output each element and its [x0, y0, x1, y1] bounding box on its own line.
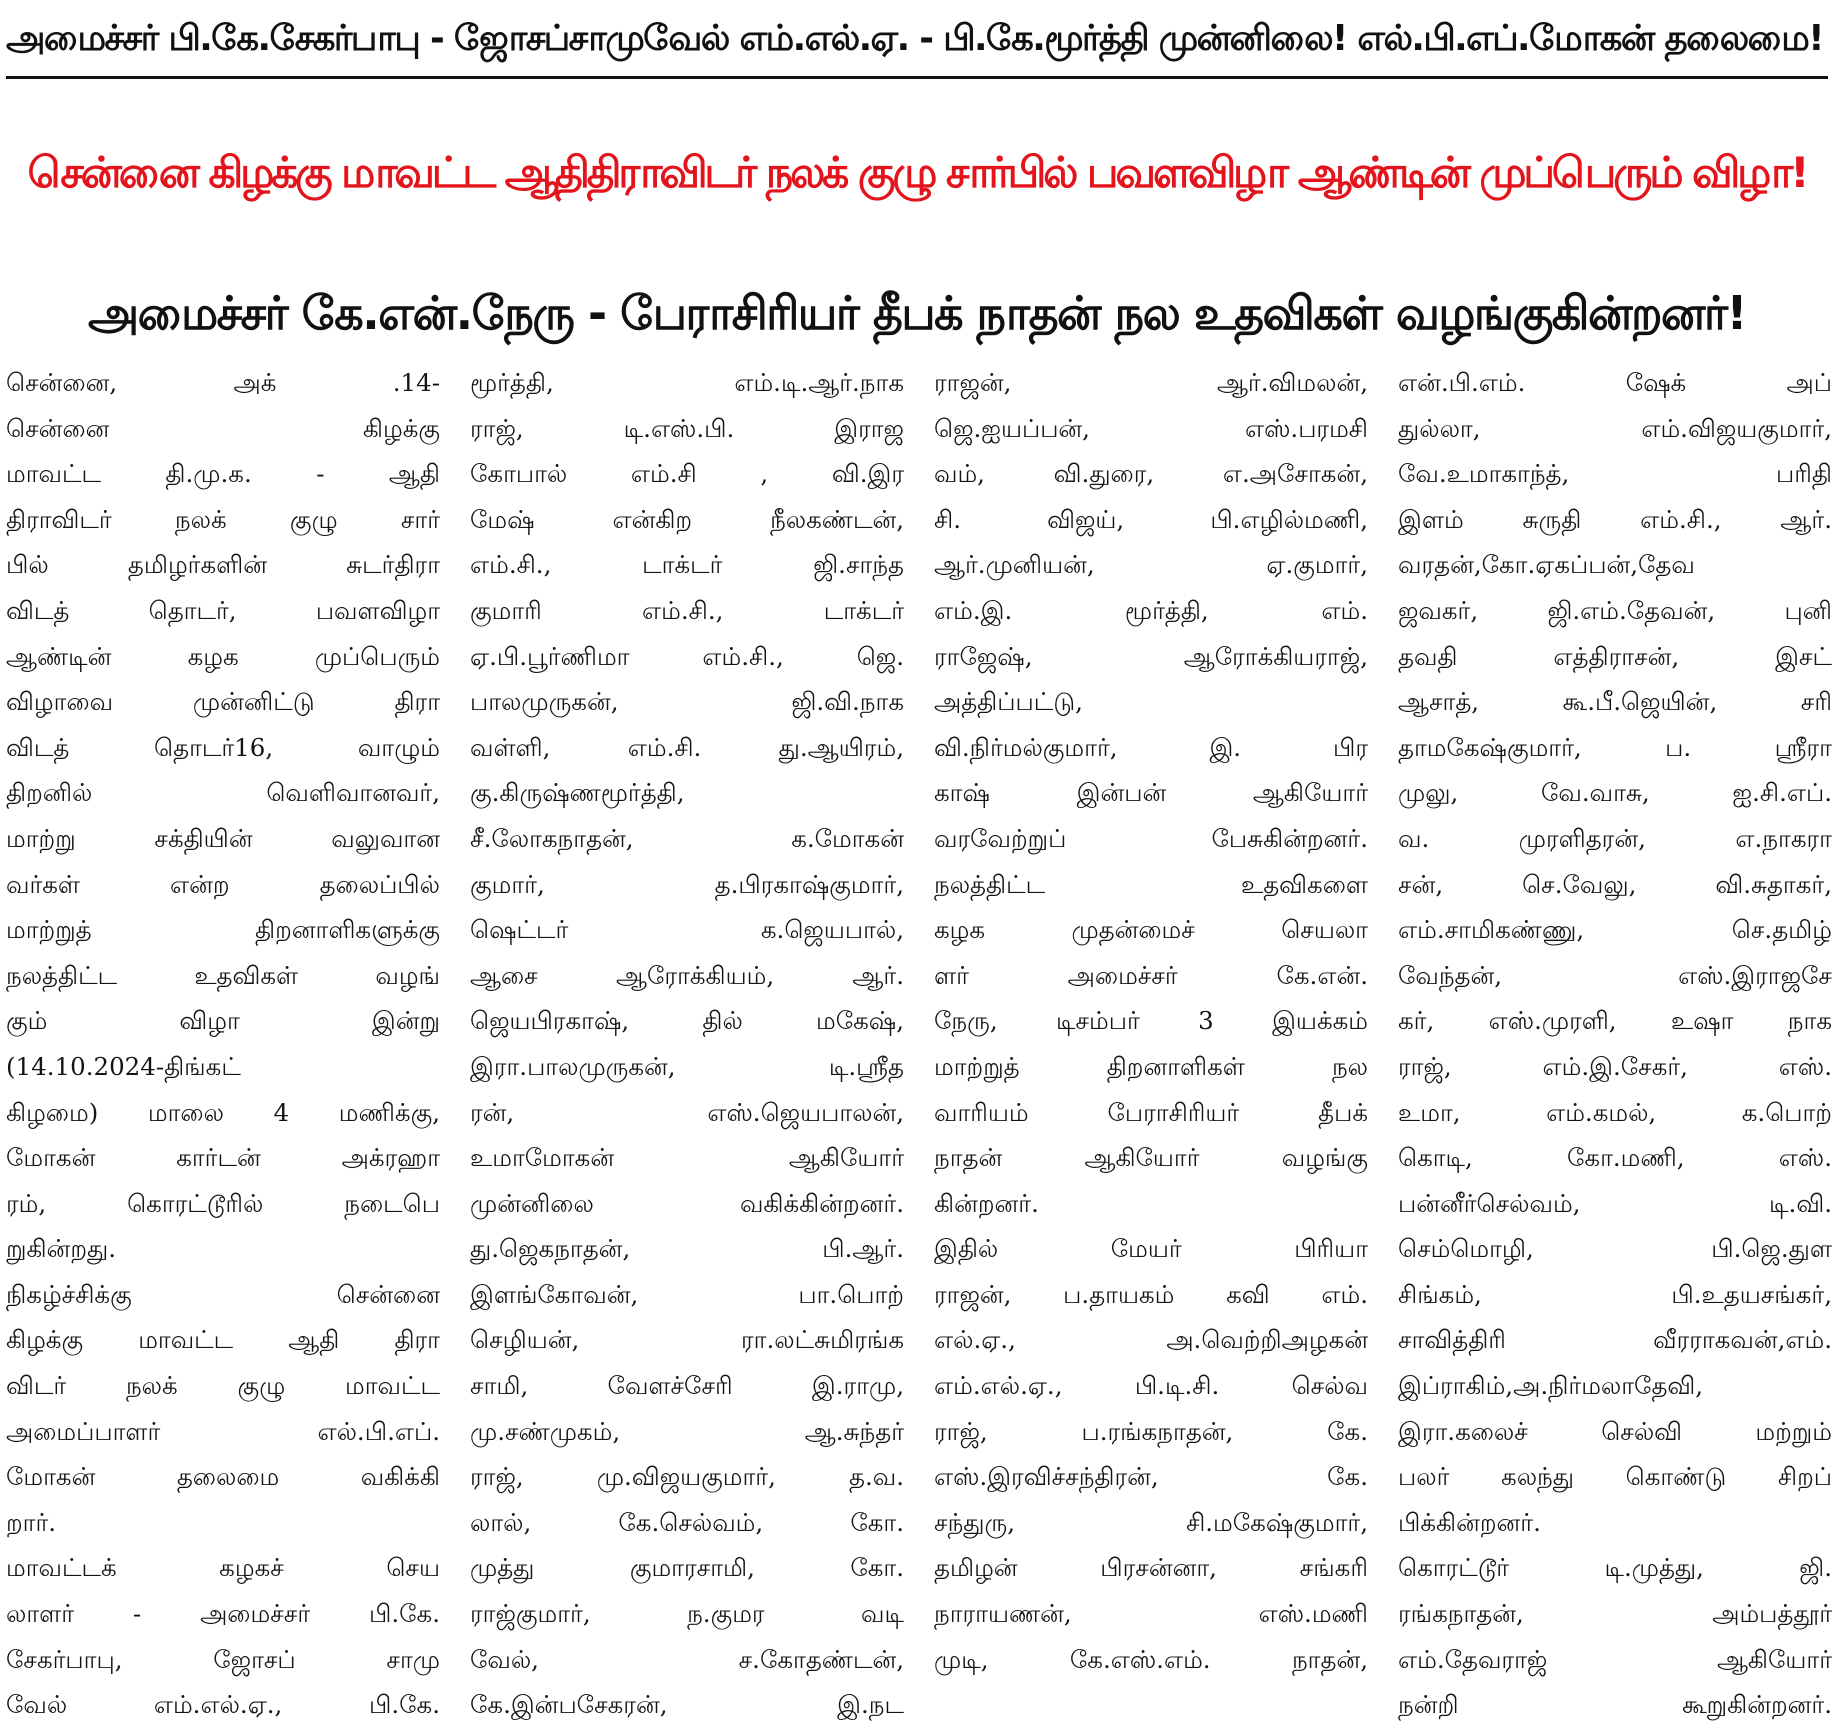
text-line: வர்கள் என்ற தலைப்பில்: [6, 869, 440, 899]
text-line: நலத்திட்ட உதவிகள் வழங்: [6, 960, 440, 990]
text-line: கின்றனர்.: [934, 1188, 1039, 1218]
text-line: நன்றி கூறுகின்றனர்.: [1398, 1690, 1832, 1720]
text-line: பன்னீர்செல்வம், டி.வி.: [1398, 1188, 1832, 1218]
text-line: தவதி எத்திராசன், இசட்: [1398, 641, 1832, 671]
text-line: ராஜன், ப.தாயகம் கவி எம்.: [934, 1279, 1368, 1309]
text-line: ளர் அமைச்சர் கே.என்.: [934, 960, 1368, 990]
text-line: பிக்கின்றனர்.: [1398, 1507, 1541, 1537]
text-line: விழாவை முன்னிட்டு திரா: [6, 687, 440, 717]
text-line: ஆர்.முனியன், ஏ.குமார்,: [934, 550, 1368, 580]
text-line: மாற்று சக்தியின் வலுவான: [6, 823, 440, 853]
text-line: வி.நிர்மல்குமார், இ. பிர: [934, 732, 1368, 762]
text-line: உமாமோகன் ஆகியோர்: [470, 1143, 904, 1173]
text-line: குமாரி எம்.சி., டாக்டர்: [470, 595, 904, 625]
text-line: நேரு, டிசம்பர் 3 இயக்கம்: [934, 1006, 1368, 1036]
text-line: மேஷ் என்கிற நீலகண்டன்,: [470, 504, 904, 534]
text-line: வே.உமாகாந்த், பரிதி: [1398, 459, 1832, 489]
text-line: இளங்கோவன், பா.பொற்: [470, 1279, 904, 1309]
text-line: முன்னிலை வகிக்கின்றனர்.: [470, 1188, 904, 1218]
text-line: விடர் நலக் குழு மாவட்ட: [6, 1371, 440, 1401]
text-line: சி. விஜய், பி.எழில்மணி,: [934, 504, 1368, 534]
text-line: மாற்றுத் திறனாளிகளுக்கு: [6, 915, 440, 945]
text-line: முத்து குமாரசாமி, கோ.: [470, 1553, 904, 1583]
text-line: ரன், எஸ்.ஜெயபாலன்,: [470, 1097, 904, 1127]
text-line: லாளர் - அமைச்சர் பி.கே.: [6, 1599, 440, 1629]
text-line: ஆண்டின் கழக முப்பெரும்: [6, 641, 440, 671]
text-line: சிங்கம், பி.உதயசங்கர்,: [1398, 1279, 1832, 1309]
column-1: [6, 360, 440, 1730]
text-line: மூர்த்தி, எம்.டி.ஆர்.நாக: [470, 368, 904, 397]
text-line: ஷெட்டர் க.ஜெயபால்,: [470, 915, 904, 945]
text-line: என்.பி.எம். ஷேக் அப்: [1398, 368, 1832, 397]
text-line: தமிழன் பிரசன்னா, சங்கரி: [934, 1553, 1368, 1583]
text-line: விடத் தொடர்16, வாழும்: [6, 732, 440, 762]
text-line: சன், செ.வேலு, வி.சுதாகர்,: [1398, 869, 1832, 899]
text-line: ஜவகர், ஜி.எம்.தேவன், புனி: [1398, 595, 1832, 625]
text-line: ஆசாத், கூ.பீ.ஜெயின், சரி: [1398, 687, 1832, 717]
text-line: எம்.எல்.ஏ., பி.டி.சி. செல்வ: [934, 1371, 1368, 1401]
text-line: கே.இன்பசேகரன், இ.நட: [470, 1690, 904, 1720]
text-line: நிகழ்ச்சிக்கு சென்னை: [6, 1279, 440, 1309]
text-line: வாரியம் பேராசிரியர் தீபக்: [934, 1097, 1368, 1127]
text-line: சாமி, வேளச்சேரி இ.ராமு,: [470, 1371, 904, 1401]
text-line: எம்.தேவராஜ் ஆகியோர்: [1398, 1644, 1832, 1674]
text-line: பலர் கலந்து கொண்டு சிறப்: [1398, 1462, 1832, 1492]
text-line: வரதன்,கோ.ஏகப்பன்,தேவ: [1398, 550, 1695, 580]
text-line: கிழமை) மாலை 4 மணிக்கு,: [6, 1097, 440, 1127]
text-line: ஏ.பி.பூர்ணிமா எம்.சி., ஜெ.: [470, 641, 904, 671]
text-line: கிழக்கு மாவட்ட ஆதி திரா: [6, 1325, 440, 1355]
text-line: ரங்கநாதன், அம்பத்தூர்: [1398, 1599, 1832, 1629]
text-line: மாவட்டக் கழகச் செய: [6, 1553, 440, 1583]
text-line: ராஜ்குமார், ந.குமர வடி: [470, 1599, 904, 1629]
text-line: உமா, எம்.கமல், க.பொற்: [1398, 1097, 1832, 1127]
text-line: அமைப்பாளர் எல்.பி.எப்.: [6, 1416, 440, 1446]
text-line: திறனில் வெளிவானவர்,: [6, 778, 440, 808]
text-line: செழியன், ரா.லட்சுமிரங்க: [470, 1325, 904, 1355]
text-line: லால், கே.செல்வம், கோ.: [470, 1507, 904, 1537]
text-line: இரா.கலைச் செல்வி மற்றும்: [1398, 1416, 1832, 1446]
text-line: குமார், த.பிரகாஷ்குமார்,: [470, 869, 904, 899]
text-line: இதில் மேயர் பிரியா: [934, 1234, 1368, 1264]
text-line: இளம் சுருதி எம்.சி., ஆர்.: [1398, 504, 1832, 534]
text-line: கும் விழா இன்று: [6, 1006, 440, 1036]
kicker-divider: [6, 76, 1828, 79]
text-line: ராஜ், மு.விஜயகுமார், த.வ.: [470, 1462, 904, 1492]
text-line: (14.10.2024-திங்கட்: [6, 1051, 241, 1081]
column-2: [470, 360, 904, 1730]
text-line: பில் தமிழர்களின் சுடர்திரா: [6, 550, 440, 580]
text-line: வ. முரளிதரன், எ.நாகரா: [1398, 823, 1832, 853]
text-line: எம்.சி., டாக்டர் ஜி.சாந்த: [470, 550, 904, 580]
text-line: கழக முதன்மைச் செயலா: [934, 915, 1368, 945]
text-line: வேல் எம்.எல்.ஏ., பி.கே.: [6, 1690, 440, 1720]
text-line: திராவிடர் நலக் குழு சார்: [6, 504, 440, 534]
text-line: மாற்றுத் திறனாளிகள் நல: [934, 1051, 1368, 1081]
text-line: எம்.சாமிகண்ணு, செ.தமிழ்: [1398, 915, 1832, 945]
text-line: ராஜ், டி.எஸ்.பி. இராஜ: [470, 413, 904, 443]
text-line: சென்னை, அக் .14-: [6, 368, 440, 397]
text-line: மோகன் கார்டன் அக்ரஹா: [6, 1143, 440, 1173]
text-line: செம்மொழி, பி.ஜெ.துள: [1398, 1234, 1832, 1264]
text-line: வம், வி.துரை, எ.அசோகன்,: [934, 459, 1368, 489]
article-body: [6, 360, 1832, 1730]
text-line: றார்.: [6, 1507, 57, 1537]
text-line: எஸ்.இரவிச்சந்திரன், கே.: [934, 1462, 1368, 1492]
text-line: எம்.இ. மூர்த்தி, எம்.: [934, 595, 1368, 625]
text-line: கோபால் எம்.சி , வி.இர: [470, 459, 904, 489]
text-line: விடத் தொடர், பவளவிழா: [6, 595, 440, 625]
text-line: சாவித்திரி வீரராகவன்,எம்.: [1398, 1325, 1832, 1355]
text-line: தாமகேஷ்குமார், ப. ஸ்ரீரா: [1398, 732, 1832, 762]
text-line: மோகன் தலைமை வகிக்கி: [6, 1462, 440, 1492]
text-line: ஆசை ஆரோக்கியம், ஆர்.: [470, 960, 904, 990]
text-line: மாவட்ட தி.மு.க. - ஆதி: [6, 459, 440, 489]
text-line: நாராயணன், எஸ்.மணி: [934, 1599, 1368, 1629]
text-line: சென்னை கிழக்கு: [6, 413, 440, 443]
text-line: கொரட்டூர் டி.முத்து, ஜி.: [1398, 1553, 1832, 1583]
text-line: வரவேற்றுப் பேசுகின்றனர்.: [934, 823, 1368, 853]
text-line: வேந்தன், எஸ்.இராஜசே: [1398, 960, 1832, 990]
column-3: [934, 360, 1368, 1730]
column-4: [1398, 360, 1832, 1730]
text-line: ஜெயபிரகாஷ், தில் மகேஷ்,: [470, 1006, 904, 1036]
text-line: ராஜ், எம்.இ.சேகர், எஸ்.: [1398, 1051, 1832, 1081]
text-line: ராஜ், ப.ரங்கநாதன், கே.: [934, 1416, 1368, 1446]
text-line: காஷ் இன்பன் ஆகியோர்: [934, 778, 1368, 808]
subheadline: அமைச்சர் கே.என்.நேரு - பேராசிரியர் தீபக் நாதன் நல உதவிகள் வழங்குகின்றனர்!: [87, 286, 1747, 340]
text-line: ரம், கொரட்டூரில் நடைபெ: [6, 1188, 440, 1218]
text-line: ஜெ.ஐயப்பன், எஸ்.பரமசி: [934, 413, 1368, 443]
text-line: கொடி, கோ.மணி, எஸ்.: [1398, 1143, 1832, 1173]
headline: சென்னை கிழக்கு மாவட்ட ஆதிதிராவிடர் நலக் குழு சார்பில் பவளவிழா ஆண்டின் முப்பெரும் விழா!: [27, 148, 1807, 197]
text-line: ராஜேஷ், ஆரோக்கியராஜ்,: [934, 641, 1368, 671]
text-line: கர், எஸ்.முரளி, உஷா நாக: [1398, 1006, 1832, 1036]
text-line: சேகர்பாபு, ஜோசப் சாமு: [6, 1644, 440, 1674]
text-line: இப்ராகிம்,அ.நிர்மலாதேவி,: [1398, 1371, 1704, 1401]
text-line: றுகின்றது.: [6, 1234, 117, 1264]
text-line: நலத்திட்ட உதவிகளை: [934, 869, 1368, 899]
text-line: எல்.ஏ., அ.வெற்றிஅழகன்: [934, 1325, 1368, 1355]
text-line: து.ஜெகநாதன், பி.ஆர்.: [470, 1234, 904, 1264]
text-line: சீ.லோகநாதன், க.மோகன்: [470, 823, 904, 853]
kicker-line: அமைச்சர் பி.கே.சேகர்பாபு - ஜோசப்சாமுவேல் எம்.எல்.ஏ. - பி.கே.மூர்த்தி முன்னிலை! எல்.பி.எப்.மோகன் தலைமை!: [6, 18, 1823, 59]
text-line: முடி, கே.எஸ்.எம். நாதன்,: [934, 1644, 1368, 1674]
text-line: இரா.பாலமுருகன், டி.ஸ்ரீத: [470, 1051, 904, 1081]
text-line: கு.கிருஷ்ணமூர்த்தி,: [470, 778, 685, 808]
text-line: சந்துரு, சி.மகேஷ்குமார்,: [934, 1507, 1368, 1537]
text-line: முலு, வே.வாசு, ஐ.சி.எப்.: [1398, 778, 1832, 808]
text-line: வேல், ச.கோதண்டன்,: [470, 1644, 904, 1674]
text-line: அத்திப்பட்டு,: [934, 687, 1083, 717]
text-line: வள்ளி, எம்.சி. து.ஆயிரம்,: [470, 732, 904, 762]
text-line: பாலமுருகன், ஜி.வி.நாக: [470, 687, 904, 717]
text-line: ராஜன், ஆர்.விமலன்,: [934, 368, 1368, 397]
text-line: நாதன் ஆகியோர் வழங்கு: [934, 1143, 1368, 1173]
text-line: துல்லா, எம்.விஜயகுமார்,: [1398, 413, 1832, 443]
text-line: மு.சண்முகம், ஆ.சுந்தர்: [470, 1416, 904, 1446]
